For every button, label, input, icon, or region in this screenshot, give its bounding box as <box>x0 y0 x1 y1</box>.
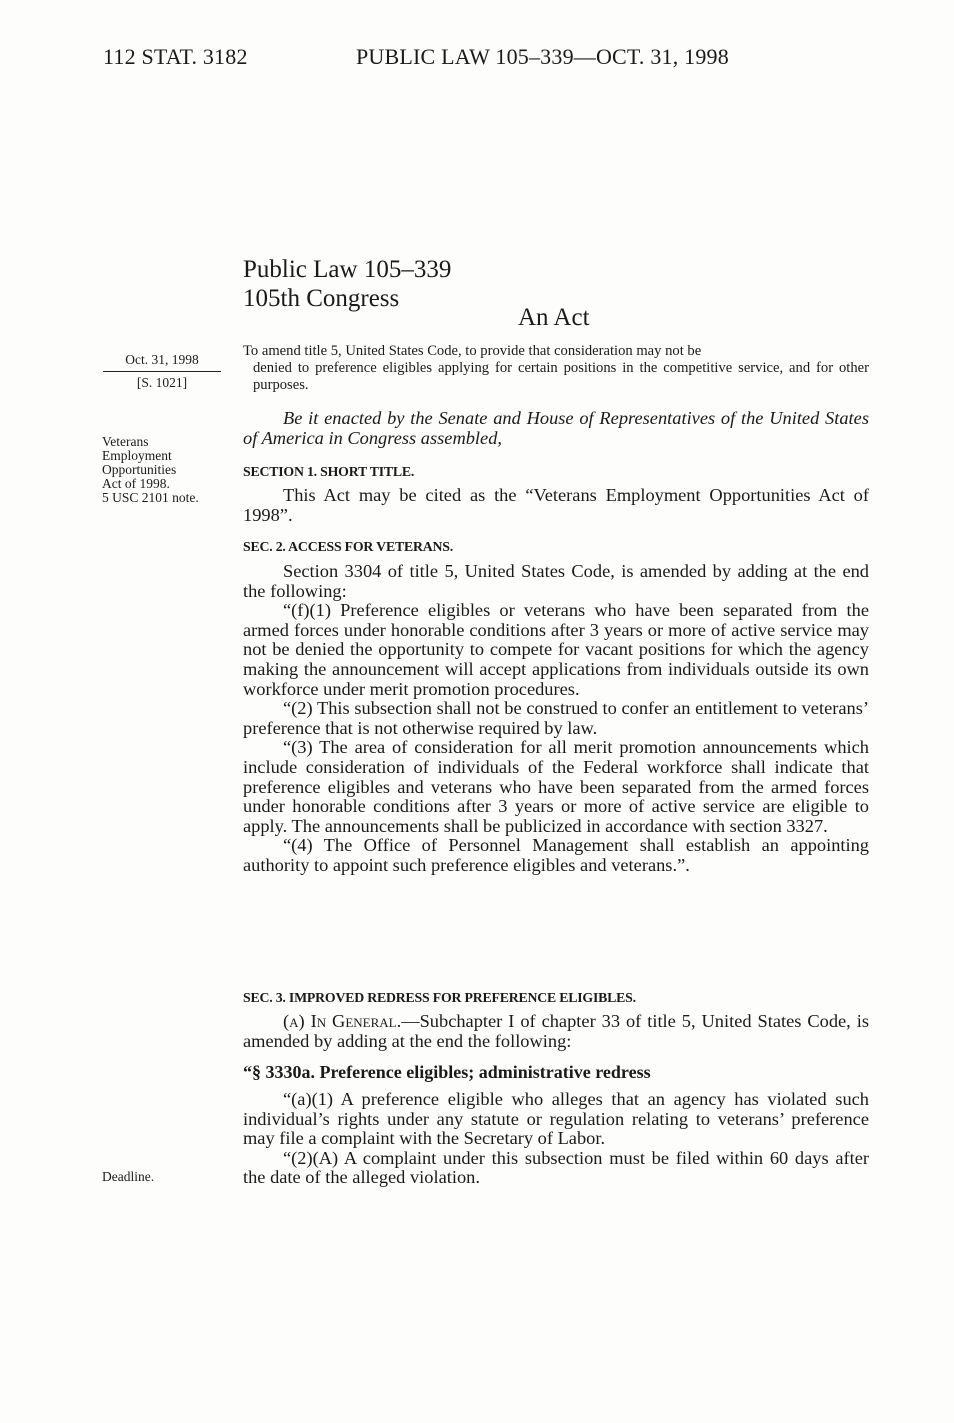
title-block <box>243 255 451 313</box>
purpose-continuation: denied to preference eligibles applying for certain positions in the competitive service, and for other purposes. <box>253 360 869 393</box>
an-act-heading: An Act <box>518 304 590 331</box>
section-1-text: This Act may be cited as the “Veterans Employment Opportunities Act of 1998”. <box>243 485 869 525</box>
section-2-body <box>243 562 869 876</box>
margin-date: Oct. 31, 1998 <box>125 352 199 367</box>
margin-rule <box>103 371 221 372</box>
margin-note-line: Opportunities <box>102 462 177 477</box>
public-law-number: Public Law 105–339 <box>243 256 452 283</box>
section-3-heading: SEC. 3. IMPROVED REDRESS FOR PREFERENCE ELIGIBLES. <box>243 990 636 1005</box>
in-general-label: (a) In General. <box>283 1011 402 1031</box>
margin-note-deadline: Deadline. <box>102 1169 155 1184</box>
purpose-line-1: To amend title 5, United States Code, to provide that consideration may not be <box>243 343 702 359</box>
subsection-f2: “(2) This subsection shall not be construed to confer an entitlement to veterans’ preference that is not otherwise required by law. <box>243 698 869 738</box>
stat-page-number: 112 STAT. 3182 <box>103 44 248 69</box>
margin-note-line: Act of 1998. <box>102 476 170 491</box>
section-2-intro: Section 3304 of title 5, United States Code, is amended by adding at the end the following: <box>243 561 869 601</box>
margin-note-line: Employment <box>102 448 172 463</box>
subsection-f4: “(4) The Office of Personnel Management shall establish an appointing authority to appoint such preference eligibles and veterans.”. <box>243 835 869 875</box>
congress-number: 105th Congress <box>243 285 400 312</box>
enacting-clause <box>243 409 869 448</box>
paragraph-a1: “(a)(1) A preference eligible who alleges that an agency has violated such individual’s rights under any statute or regulation relating to veterans’ preference may file a complaint with the Secretary of Labor. <box>243 1089 869 1149</box>
paragraph-a2A: “(2)(A) A complaint under this subsection must be filed within 60 days after the date of the alleged violation. <box>243 1147 869 1188</box>
purpose-clause <box>243 343 869 394</box>
law-date-header: PUBLIC LAW 105–339—OCT. 31, 1998 <box>356 44 729 69</box>
enacting-clause-text: Be it enacted by the Senate and House of Representatives of the United States of America in Congress assembled, <box>243 408 869 448</box>
section-3330a-heading: “§ 3330a. Preference eligibles; administrative redress <box>243 1062 651 1082</box>
margin-note-line: Veterans <box>102 434 149 449</box>
section-2-heading: SEC. 2. ACCESS FOR VETERANS. <box>243 539 453 554</box>
section-3330a-body <box>243 1090 869 1188</box>
margin-note-line: 5 USC 2101 note. <box>102 490 199 505</box>
section-3a <box>243 1012 869 1051</box>
margin-bill-number: [S. 1021] <box>136 375 188 390</box>
section-3a-text: —Subchapter I of chapter 33 of title 5, United States Code, is amended by adding at the end the following: <box>243 1011 869 1051</box>
margin-date-block <box>103 352 221 391</box>
subsection-f3: “(3) The area of consideration for all merit promotion announcements which include consideration of individuals of the Federal workforce shall indicate that preference eligibles and veterans who have been separated from the armed forces under honorable conditions after 3 years or more of active service are eligible to apply. The announcements shall be publicized in accordance with section 3327. <box>243 737 869 836</box>
subsection-f1: “(f)(1) Preference eligibles or veterans who have been separated from the armed forces under honorable conditions after 3 years or more of active service may not be denied the opportunity to compete for vacant positions for which the agency making the announcement will accept applications from individuals outside its own workforce under merit promotion procedures. <box>243 600 869 699</box>
section-1-heading: SECTION 1. SHORT TITLE. <box>243 464 415 479</box>
margin-note-short-title <box>102 435 232 505</box>
